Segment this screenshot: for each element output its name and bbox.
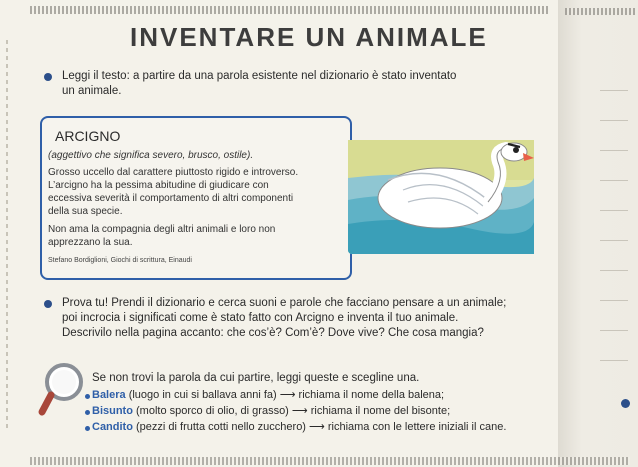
bullet-icon xyxy=(44,300,52,308)
list-bullet-icon xyxy=(85,410,90,415)
book-credit: Stefano Bordiglioni, Giochi di scrittura, Einaudi xyxy=(48,257,192,264)
page-title: INVENTARE UN ANIMALE xyxy=(130,22,488,52)
book-page-right xyxy=(558,0,638,467)
writing-line xyxy=(600,210,628,211)
definition-line: L’arcigno ha la pessima abitudine di giudicare con xyxy=(48,180,269,191)
intro-line-2: un animale. xyxy=(62,85,122,97)
bullet-icon xyxy=(44,73,52,81)
writing-line xyxy=(600,150,628,151)
definition-line: della sua specie. xyxy=(48,206,123,217)
spiral-binding-top-right xyxy=(565,8,635,15)
definition-grammar: (aggettivo che significa severo, brusco, ostile). xyxy=(48,150,254,161)
tip-explanation: (molto sporco di olio, di grasso) ⟶ richiama il nome del bisonte; xyxy=(132,405,451,417)
writing-line xyxy=(600,180,628,181)
spiral-binding-bottom xyxy=(30,457,630,465)
writing-line xyxy=(600,270,628,271)
definition-word: ARCIGNO xyxy=(55,128,121,144)
writing-line xyxy=(600,330,628,331)
list-bullet-icon xyxy=(85,426,90,431)
writing-line xyxy=(600,90,628,91)
tip-explanation: (pezzi di frutta cotti nello zucchero) ⟶ richiama con le lettere iniziali il cane. xyxy=(132,421,507,433)
margin-rule xyxy=(6,40,8,430)
exercise-line-3: Descrivilo nella pagina accanto: che cos’è? Com’è? Dove vive? Che cosa mangia? xyxy=(62,327,484,339)
tip-word: Bisunto xyxy=(92,405,133,417)
tip-item-balera xyxy=(92,388,444,401)
writing-line xyxy=(600,120,628,121)
bullet-icon xyxy=(621,399,630,408)
tip-item-bisunto xyxy=(92,404,450,417)
magnifier-icon xyxy=(30,360,90,420)
exercise-line-2: poi incrocia i significati come è stato fatto con Arcigno e inventa il tuo animale. xyxy=(62,312,459,324)
definition-line: eccessiva severità il comportamento di altri componenti xyxy=(48,193,294,204)
definition-line: Grosso uccello dal carattere piuttosto rigido e introverso. xyxy=(48,167,299,178)
intro-line-1: Leggi il testo: a partire da una parola esistente nel dizionario è stato inventato xyxy=(62,70,457,82)
writing-line xyxy=(600,360,628,361)
tip-item-candito xyxy=(92,420,506,433)
swan-illustration xyxy=(348,140,534,254)
list-bullet-icon xyxy=(85,394,90,399)
definition-line: Non ama la compagnia degli altri animali e loro non xyxy=(48,224,276,235)
tip-explanation: (luogo in cui si ballava anni fa) ⟶ richiama il nome della balena; xyxy=(125,389,445,401)
tip-word: Balera xyxy=(92,389,126,401)
tip-word: Candito xyxy=(92,421,133,433)
writing-line xyxy=(600,300,628,301)
writing-line xyxy=(600,240,628,241)
definition-line: apprezzano la sua. xyxy=(48,237,133,248)
exercise-line-1: Prova tu! Prendi il dizionario e cerca suoni e parole che facciano pensare a un animale; xyxy=(62,297,507,309)
spiral-binding-top xyxy=(30,6,550,14)
tip-heading: Se non trovi la parola da cui partire, leggi queste e scegline una. xyxy=(92,372,420,384)
